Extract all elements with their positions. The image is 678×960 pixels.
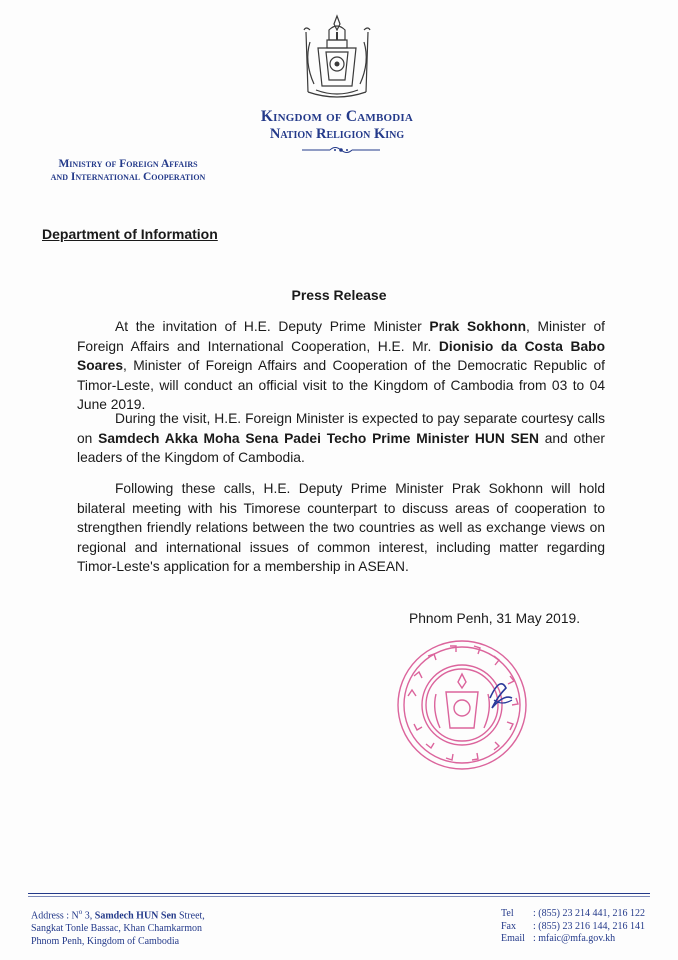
host-minister-name: Prak Sokhonn — [429, 319, 527, 334]
national-motto: Nation Religion King — [269, 126, 405, 142]
royal-coat-of-arms-icon — [296, 12, 378, 102]
visiting-minister-name: Dionisio da Costa Babo Soares — [77, 338, 605, 373]
fax-number: : (855) 23 216 144, 216 141 — [533, 920, 645, 932]
paragraph-bilateral-meeting: Following these calls, H.E. Deputy Prime Minister Prak Sokhonn will hold bilateral meeting with his Timorese counterpart to discuss areas of cooperation to strengthen friendly relations between the two countries as well as exchange views on regional and international issues of common interest, including matter regarding Timor-Leste's application for a membership in ASEAN. — [77, 481, 605, 574]
paragraph-courtesy-calls: During the visit, H.E. Foreign Minister is expected to pay separate courtesy calls on Samdech Akka Moha Sena Padei Techo Prime Minister HUN SEN and other leaders of the Kingdom of Cambodia. — [77, 411, 605, 465]
ministry-name-line1: Ministry of Foreign Affairs — [58, 158, 198, 170]
ministry-name-line2: and International Cooperation — [50, 171, 206, 183]
ornament-divider-icon — [300, 144, 382, 156]
place-and-date: Phnom Penh, 31 May 2019. — [409, 611, 581, 626]
prime-minister-name: Samdech Akka Moha Sena Padei Techo Prime Minister HUN SEN — [98, 430, 539, 446]
footer-contact: Tel : (855) 23 214 441, 216 122 Fax : (855) 23 216 144, 216 141 Email : mfaic@mfa.gov.kh — [501, 908, 645, 944]
email-address: : mfaic@mfa.gov.kh — [533, 933, 616, 944]
phone-number: : (855) 23 214 441, 216 122 — [533, 908, 645, 919]
paragraph-invitation: At the invitation of H.E. Deputy Prime Minister Prak Sokhonn, Minister of Foreign Affairs and International Cooperation, H.E. Mr. Dionisio da Costa Babo Soares, Minister of Foreign Affairs and Cooperation of the Democratic Republic of Timor-Leste, will conduct an official visit to the Kingdom of Cambodia from 03 to 04 June 2019. — [77, 319, 605, 412]
official-seal-icon — [394, 636, 534, 774]
footer-address: Address : $N^o$ 3, Samdech HUN Sen Street, Sangkat Tonle Bassac, Khan Chamkarmon Phnom Penh, Kingdom of Cambodia — [31, 908, 205, 948]
footer-divider — [28, 893, 650, 895]
department-heading: Department of Information — [42, 226, 218, 242]
kingdom-title: Kingdom of Cambodia — [260, 108, 414, 125]
document-title: Press Release — [291, 287, 387, 303]
